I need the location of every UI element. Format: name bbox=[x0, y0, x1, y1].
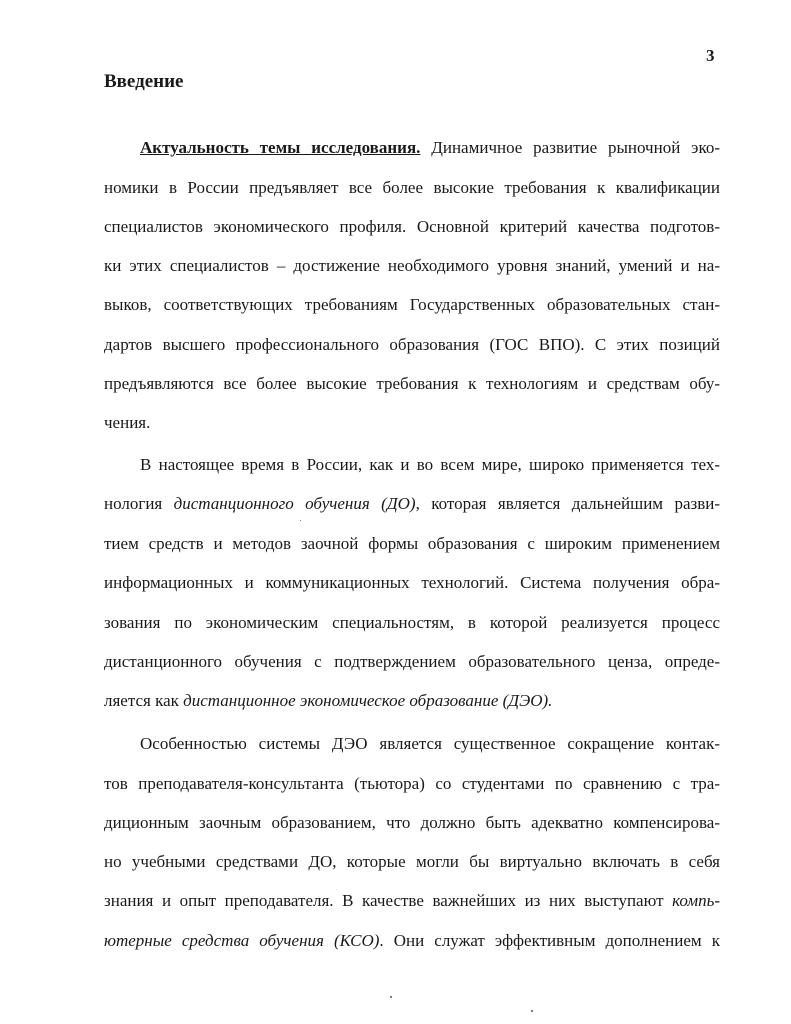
term-italic: компь- bbox=[672, 891, 720, 910]
page-title: Введение bbox=[104, 71, 184, 92]
text-line: ютерные средства обучения (КСО). Они служат эффективным дополнением к bbox=[104, 931, 720, 950]
page-number: 3 bbox=[706, 46, 715, 65]
text-line: ки этих специалистов – достижение необходимого уровня знаний, умений и на- bbox=[104, 256, 720, 275]
term-italic: дистанционное экономическое образование (ДЭО). bbox=[183, 691, 553, 710]
text-line: выков, соответствующих требованиям Государственных образовательных стан- bbox=[104, 295, 720, 314]
scan-speck bbox=[300, 520, 301, 521]
scan-speck bbox=[390, 996, 392, 998]
text-line: тов преподавателя-консультанта (тьютора) со студентами по сравнению с тра- bbox=[104, 774, 720, 793]
text-line: зования по экономическим специальностям, в которой реализуется процесс bbox=[104, 613, 720, 632]
text-line: тием средств и методов заочной формы образования с широким применением bbox=[104, 534, 720, 553]
text-line: В настоящее время в России, как и во всем мире, широко применяется тех- bbox=[140, 455, 720, 474]
text-line: нология дистанционного обучения (ДО), которая является дальнейшим разви- bbox=[104, 494, 720, 513]
text-line: Актуальность темы исследования. Динамичное развитие рыночной эко- bbox=[140, 138, 720, 157]
lead-phrase: Актуальность темы исследования. bbox=[140, 138, 421, 157]
text-line: диционным заочным образованием, что должно быть адекватно компенсирова- bbox=[104, 813, 720, 832]
text-line: информационных и коммуникационных технологий. Система получения обра- bbox=[104, 573, 720, 592]
text-line: ляется как дистанционное экономическое образование (ДЭО). bbox=[104, 691, 553, 710]
text-line: номики в России предъявляет все более высокие требования к квалификации bbox=[104, 178, 720, 197]
text-line: Особенностью системы ДЭО является существенное сокращение контак- bbox=[140, 734, 720, 753]
text-line: знания и опыт преподавателя. В качестве важнейших из них выступают компь- bbox=[104, 891, 720, 910]
term-italic: ютерные средства обучения (КСО) bbox=[104, 931, 380, 950]
scan-speck bbox=[531, 1010, 533, 1012]
text-line: дартов высшего профессионального образования (ГОС ВПО). С этих позиций bbox=[104, 335, 720, 354]
text-line: но учебными средствами ДО, которые могли бы виртуально включать в себя bbox=[104, 852, 720, 871]
text-line: чения. bbox=[104, 413, 151, 432]
text-line: специалистов экономического профиля. Основной критерий качества подготов- bbox=[104, 217, 720, 236]
term-italic: дистанционного обучения (ДО) bbox=[173, 494, 416, 513]
text-line: дистанционного обучения с подтверждением образовательного ценза, опреде- bbox=[104, 652, 720, 671]
text-line: предъявляются все более высокие требования к технологиям и средствам обу- bbox=[104, 374, 720, 393]
